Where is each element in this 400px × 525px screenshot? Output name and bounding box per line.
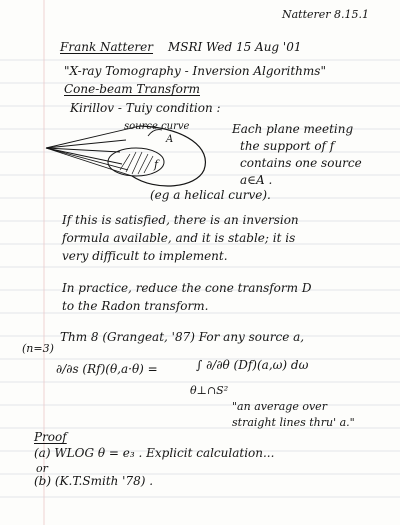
talk-title: "X-ray Tomography - Inversion Algorithms"	[64, 64, 326, 78]
paragraph-1-line-3: very difficult to implement.	[62, 249, 228, 263]
example-note: (eg a helical curve).	[150, 188, 271, 202]
proof-part-b: (b) (K.T.Smith '78) .	[34, 474, 154, 488]
lecture-date: Wed 15 Aug '01	[206, 40, 302, 54]
condition-line-2: the support of f	[240, 139, 335, 153]
theorem-lhs: ∂/∂s (Rf)(θ,a·θ) =	[56, 362, 158, 376]
curve-a-label: A	[166, 134, 174, 145]
page-reference: Natterer 8.15.1	[282, 8, 370, 21]
proof-part-a: (a) WLOG θ = e₃ . Explicit calculation...	[34, 446, 275, 460]
proof-or: or	[36, 462, 48, 475]
integration-domain: θ⊥∩S²	[190, 384, 229, 397]
paragraph-1-line-2: formula available, and it is stable; it is	[62, 231, 296, 245]
institute: MSRI	[168, 40, 203, 54]
theorem-note-line-1: "an average over	[232, 400, 327, 413]
paragraph-1-line-1: If this is satisfied, there is an inversion	[62, 213, 299, 227]
condition-line-3: contains one source	[240, 156, 362, 170]
proof-label: Proof	[34, 430, 67, 444]
condition-line-4: a∈A .	[240, 173, 273, 187]
theorem-rhs: ∫ ∂/∂θ (Df)(a,ω) dω	[196, 358, 309, 372]
cone-beam-figure	[36, 118, 226, 198]
cone-rays	[46, 126, 140, 176]
dimension-tag: (n=3)	[22, 342, 54, 355]
theorem-heading: Thm 8 (Grangeat, '87) For any source a,	[60, 330, 305, 344]
paragraph-2-line-1: In practice, reduce the cone transform D	[62, 281, 312, 295]
section-heading: Cone-beam Transform	[64, 82, 200, 96]
author-name: Frank Natterer	[60, 40, 154, 54]
condition-heading: Kirillov - Tuiy condition :	[70, 101, 221, 115]
theorem-note-line-2: straight lines thru' a."	[232, 416, 355, 429]
source-curve-label: source curve	[124, 121, 190, 132]
condition-line-1: Each plane meeting	[232, 122, 354, 136]
support-f-label: f	[154, 158, 159, 171]
paragraph-2-line-2: to the Radon transform.	[62, 299, 209, 313]
